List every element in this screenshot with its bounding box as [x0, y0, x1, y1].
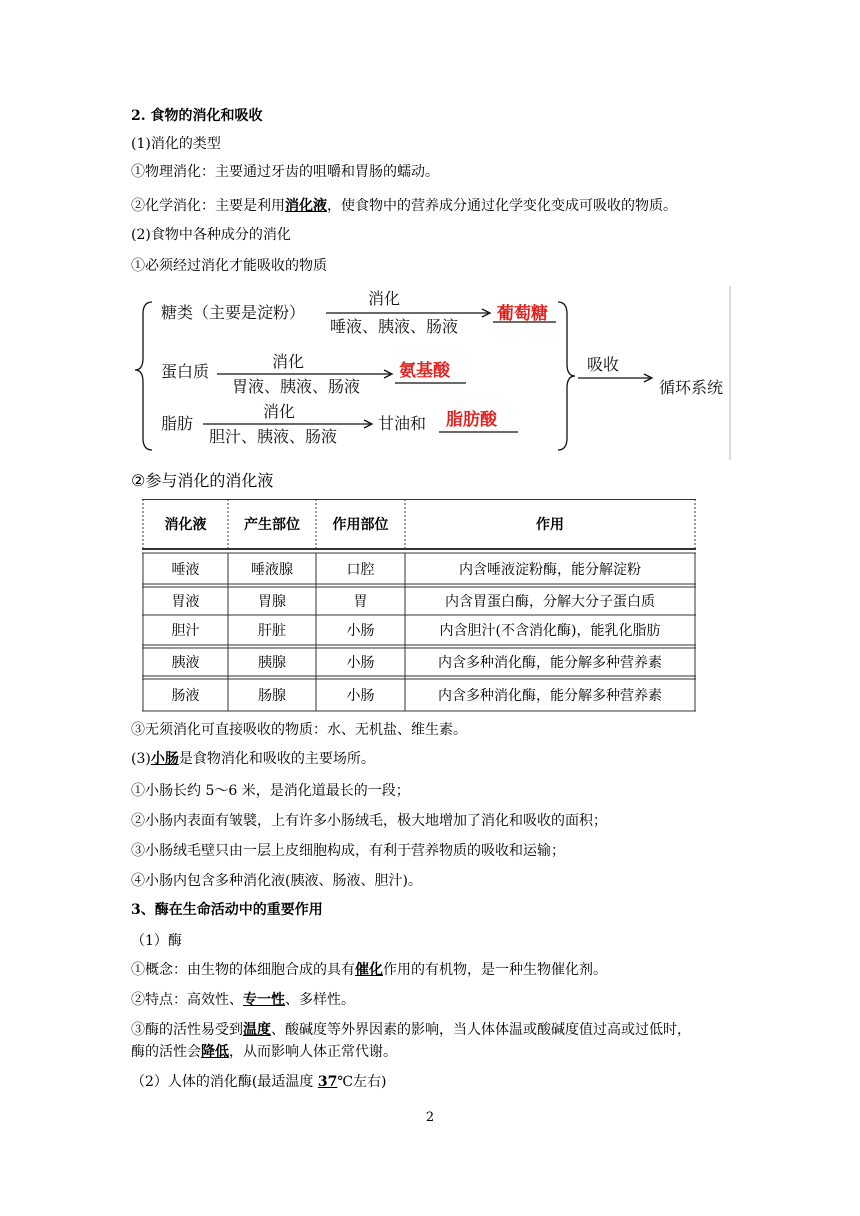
text: ，从而影响人体正常代谢。 [229, 1044, 397, 1060]
diagram-text: 甘油和 [378, 414, 427, 433]
key-term: 小肠 [150, 751, 179, 767]
digestive-juice-table [142, 499, 696, 712]
subheading: （1）酶 [131, 933, 182, 949]
text: ①概念：由生物的体细胞合成的具有 [131, 962, 355, 978]
paragraph: ①小肠长约 5～6 米，是消化道最长的一段； [131, 783, 410, 799]
table-cell: 内含胆汁(不含消化酶)，能乳化脂肪 [439, 623, 661, 639]
subheading: (1)消化的类型 [131, 136, 221, 152]
diagram-text: 消化 [368, 289, 401, 308]
paragraph: ③无须消化可直接吸收的物质：水、无机盐、维生素。 [131, 722, 467, 738]
product-label: 氨基酸 [399, 361, 450, 381]
text: ，使食物中的营养成分通过化学变化变成可吸收的物质。 [327, 198, 677, 214]
diagram-text: 胃液、胰液、肠液 [232, 377, 361, 396]
table-cell: 内含多种消化酶，能分解多种营养素 [438, 688, 662, 704]
paragraph: ②小肠内表面有皱襞，上有许多小肠绒毛，极大地增加了消化和吸收的面积； [131, 813, 607, 829]
table-cell: 唾液 [171, 561, 200, 578]
paragraph: ①物理消化：主要通过牙齿的咀嚼和胃肠的蠕动。 [131, 164, 439, 180]
text: ②特点：高效性、 [131, 992, 243, 1008]
table-cell: 肠腺 [258, 688, 286, 704]
product-label: 葡萄糖 [497, 304, 548, 324]
table-cell: 胃 [353, 594, 368, 610]
table-cell: 肝脏 [258, 623, 286, 639]
diagram-text: 胆汁、胰液、肠液 [209, 427, 338, 446]
text: ℃左右) [337, 1074, 387, 1090]
table-cell: 肠液 [171, 688, 200, 704]
table-cell: 内含唾液淀粉酶，能分解淀粉 [459, 561, 641, 578]
subheading [131, 749, 375, 769]
key-term: 降低 [201, 1044, 229, 1060]
table-cell: 小肠 [346, 623, 375, 639]
key-term: 温度 [243, 1022, 271, 1038]
table-cell: 口腔 [346, 561, 375, 578]
paragraph: ④小肠内包含多种消化液(胰液、肠液、胆汁)。 [131, 873, 422, 889]
section-title: 2. 食物的消化和吸收 [131, 108, 263, 124]
text: 、酸碱度等外界因素的影响，当人体体温或酸碱度值过高或过低时， [271, 1022, 691, 1038]
text: ③酶的活性易受到 [131, 1022, 243, 1038]
table-cell: 小肠 [346, 688, 375, 704]
paragraph [131, 960, 607, 980]
diagram-text: 蛋白质 [161, 362, 210, 381]
key-term: 消化液 [285, 198, 327, 214]
text: 、多样性。 [285, 992, 355, 1008]
diagram-text: 糖类（主要是淀粉） [161, 303, 306, 322]
paragraph [131, 990, 355, 1010]
table-cell: 胆汁 [171, 623, 200, 639]
key-term: 专一性 [243, 992, 285, 1008]
text: 作用的有机物，是一种生物催化剂。 [383, 962, 607, 978]
text: （2）人体的消化酶(最适温度 [131, 1074, 318, 1090]
diagram-text: 循环系统 [659, 378, 724, 397]
table-cell: 内含胃蛋白酶，分解大分子蛋白质 [445, 594, 655, 610]
column-header: 作用部位 [332, 517, 389, 533]
diagram-text: 唾液、胰液、肠液 [330, 317, 459, 336]
paragraph: ①必须经过消化才能吸收的物质 [131, 258, 327, 274]
diagram-text: 脂肪 [161, 414, 194, 433]
table-cell: 胰腺 [258, 655, 286, 671]
diagram-text: 消化 [263, 402, 296, 421]
column-header: 产生部位 [244, 517, 300, 533]
digestion-diagram [0, 0, 860, 470]
section-title: 3、酶在生命活动中的重要作用 [131, 902, 323, 918]
text: ②化学消化：主要是利用 [131, 198, 285, 214]
column-header: 消化液 [164, 517, 207, 533]
table-cell: 胰液 [171, 655, 200, 671]
table-cell: 胃腺 [258, 594, 286, 610]
product-label: 脂肪酸 [446, 410, 497, 430]
paragraph: ③小肠绒毛壁只由一层上皮细胞构成，有利于营养物质的吸收和运输； [131, 843, 565, 859]
paragraph [131, 1020, 691, 1040]
key-term: 催化 [355, 962, 383, 978]
diagram-text: 消化 [272, 352, 305, 371]
table-cell: 小肠 [346, 655, 375, 671]
table-cell: 内含多种消化酶，能分解多种营养素 [438, 655, 662, 671]
subheading: (2)食物中各种成分的消化 [131, 227, 291, 243]
table-caption: ②参与消化的消化液 [131, 471, 274, 490]
page-number: 2 [425, 1110, 435, 1125]
diagram-text: 吸收 [587, 355, 620, 374]
key-term: 37 [317, 1074, 338, 1090]
text: (3) [131, 751, 151, 767]
subheading [131, 1072, 386, 1092]
text: 酶的活性会 [131, 1044, 201, 1060]
table-cell: 唾液腺 [251, 561, 293, 578]
table-cell: 胃液 [171, 594, 200, 610]
column-header: 作用 [536, 517, 564, 533]
paragraph [131, 1042, 397, 1062]
text: 是食物消化和吸收的主要场所。 [178, 751, 375, 767]
